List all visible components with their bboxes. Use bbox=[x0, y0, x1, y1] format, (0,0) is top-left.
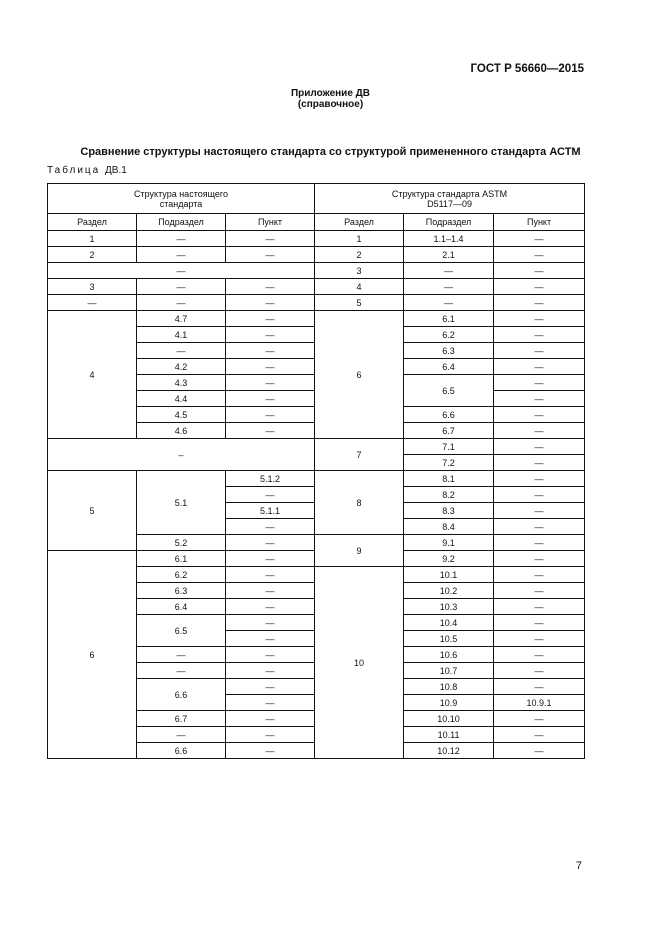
table-cell: — bbox=[226, 391, 315, 407]
table-cell: — bbox=[494, 679, 585, 695]
table-cell: 8.2 bbox=[404, 487, 494, 503]
column-header: Раздел bbox=[48, 214, 137, 231]
table-cell: — bbox=[494, 727, 585, 743]
table-cell: 4.7 bbox=[137, 311, 226, 327]
table-cell: — bbox=[226, 423, 315, 439]
section-cell: 9 bbox=[315, 535, 404, 567]
table-cell: 1.1–1.4 bbox=[404, 231, 494, 247]
table-cell: — bbox=[226, 311, 315, 327]
table-cell: 5.1 bbox=[137, 471, 226, 535]
table-row bbox=[48, 247, 585, 263]
table-cell: — bbox=[48, 295, 137, 311]
table-cell: — bbox=[494, 615, 585, 631]
table-cell: 10.9 bbox=[404, 695, 494, 711]
group-header-right-text: Структура стандарта ASTM D5117—09 bbox=[391, 188, 508, 209]
table-cell: 4.6 bbox=[137, 423, 226, 439]
table-cell: – bbox=[48, 439, 315, 471]
table-cell: — bbox=[137, 663, 226, 679]
table-cell: — bbox=[404, 279, 494, 295]
table-cell: — bbox=[137, 343, 226, 359]
table-cell: — bbox=[226, 519, 315, 535]
table-cell: — bbox=[226, 231, 315, 247]
table-cell: — bbox=[226, 711, 315, 727]
table-cell: 6.2 bbox=[404, 327, 494, 343]
table-cell: 10.6 bbox=[404, 647, 494, 663]
table-cell: 8.1 bbox=[404, 471, 494, 487]
table-cell: 9.2 bbox=[404, 551, 494, 567]
table-cell: 10.2 bbox=[404, 583, 494, 599]
table-cell: — bbox=[226, 679, 315, 695]
table-cell: 8.4 bbox=[404, 519, 494, 535]
section-heading: Сравнение структуры настоящего стандарта со структурой примененного стандарта АСТМ bbox=[80, 146, 581, 158]
table-cell: — bbox=[226, 551, 315, 567]
table-header-row bbox=[48, 214, 585, 231]
section-cell: 6 bbox=[315, 311, 404, 439]
table-cell: — bbox=[404, 295, 494, 311]
table-cell: 6.5 bbox=[404, 375, 494, 407]
table-cell: — bbox=[137, 295, 226, 311]
table-cell: — bbox=[494, 551, 585, 567]
table-cell: — bbox=[494, 423, 585, 439]
table-cell: 8.3 bbox=[404, 503, 494, 519]
table-cell: 4.4 bbox=[137, 391, 226, 407]
table-cell: 5.2 bbox=[137, 535, 226, 551]
table-cell: — bbox=[226, 407, 315, 423]
column-header: Пункт bbox=[226, 214, 315, 231]
table-cell: — bbox=[137, 247, 226, 263]
section-cell: 8 bbox=[315, 471, 404, 535]
table-cell: 4 bbox=[315, 279, 404, 295]
table-cell: — bbox=[494, 631, 585, 647]
table-cell: 6.6 bbox=[404, 407, 494, 423]
column-header: Подраздел bbox=[137, 214, 226, 231]
table-cell: — bbox=[494, 567, 585, 583]
page-number: 7 bbox=[575, 860, 582, 872]
table-cell: — bbox=[226, 327, 315, 343]
table-cell: 10.1 bbox=[404, 567, 494, 583]
section-cell: 6 bbox=[48, 551, 137, 759]
table-cell: 1 bbox=[315, 231, 404, 247]
table-cell: 5.1.1 bbox=[226, 503, 315, 519]
table-cell: 10.8 bbox=[404, 679, 494, 695]
table-cell: 6.4 bbox=[137, 599, 226, 615]
table-cell: 1 bbox=[48, 231, 137, 247]
table-cell: — bbox=[226, 599, 315, 615]
section-cell: 4 bbox=[48, 311, 137, 439]
table-cell: 2 bbox=[48, 247, 137, 263]
table-cell: 4.2 bbox=[137, 359, 226, 375]
table-cell: — bbox=[494, 311, 585, 327]
section-cell: 5 bbox=[48, 471, 137, 551]
group-header-left bbox=[48, 184, 315, 214]
table-cell: — bbox=[494, 343, 585, 359]
table-cell: — bbox=[494, 279, 585, 295]
table-row bbox=[48, 311, 585, 327]
table-cell: — bbox=[137, 727, 226, 743]
table-cell: — bbox=[494, 663, 585, 679]
table-row bbox=[48, 471, 585, 487]
table-label-word: Таблица bbox=[47, 165, 101, 176]
table-cell: 10.10 bbox=[404, 711, 494, 727]
table-cell: — bbox=[226, 487, 315, 503]
table-cell: — bbox=[494, 231, 585, 247]
comparison-table bbox=[47, 183, 585, 759]
table-cell: — bbox=[226, 727, 315, 743]
table-cell: — bbox=[48, 263, 315, 279]
column-header: Пункт bbox=[494, 214, 585, 231]
table-cell: 6.3 bbox=[137, 583, 226, 599]
table-cell: — bbox=[494, 391, 585, 407]
group-header-left-text: Структура настоящего стандарта bbox=[134, 188, 228, 209]
table-cell: 3 bbox=[48, 279, 137, 295]
table-cell: 10.9.1 bbox=[494, 695, 585, 711]
table-cell: 6.7 bbox=[404, 423, 494, 439]
table-header-row bbox=[48, 184, 585, 214]
table-cell: — bbox=[226, 583, 315, 599]
table-cell: 10.12 bbox=[404, 743, 494, 759]
appendix-subtitle: (справочное) bbox=[297, 99, 364, 110]
table-cell: 2.1 bbox=[404, 247, 494, 263]
table-cell: — bbox=[226, 567, 315, 583]
table-cell: — bbox=[137, 647, 226, 663]
table-cell: — bbox=[226, 615, 315, 631]
table-cell: 6.6 bbox=[137, 679, 226, 711]
table-cell: — bbox=[494, 711, 585, 727]
table-cell: 3 bbox=[315, 263, 404, 279]
table-row bbox=[48, 439, 585, 455]
table-cell: — bbox=[226, 295, 315, 311]
table-cell: — bbox=[494, 247, 585, 263]
table-cell: 6.3 bbox=[404, 343, 494, 359]
table-label bbox=[47, 165, 127, 176]
table-cell: — bbox=[494, 455, 585, 471]
section-cell: 10 bbox=[315, 567, 404, 759]
table-cell: — bbox=[226, 631, 315, 647]
standard-number: ГОСТ Р 56660—2015 bbox=[470, 63, 584, 75]
table-cell: 6.6 bbox=[137, 743, 226, 759]
table-cell: — bbox=[226, 359, 315, 375]
table-cell: 6.4 bbox=[404, 359, 494, 375]
table-cell: — bbox=[494, 743, 585, 759]
table-cell: 6.1 bbox=[137, 551, 226, 567]
table-cell: — bbox=[494, 327, 585, 343]
table-cell: 10.7 bbox=[404, 663, 494, 679]
table-cell: — bbox=[494, 375, 585, 391]
table-cell: 9.1 bbox=[404, 535, 494, 551]
table-cell: 4.5 bbox=[137, 407, 226, 423]
table-cell: 5.1.2 bbox=[226, 471, 315, 487]
table-cell: 6.1 bbox=[404, 311, 494, 327]
table-cell: — bbox=[494, 647, 585, 663]
table-cell: 6.5 bbox=[137, 615, 226, 647]
table-cell: 10.5 bbox=[404, 631, 494, 647]
table-cell: — bbox=[494, 295, 585, 311]
column-header: Раздел bbox=[315, 214, 404, 231]
appendix-header bbox=[0, 88, 661, 110]
table-cell: — bbox=[137, 279, 226, 295]
table-cell: — bbox=[226, 375, 315, 391]
table-row bbox=[48, 279, 585, 295]
appendix-title: Приложение ДВ bbox=[290, 88, 371, 99]
table-cell: 7.2 bbox=[404, 455, 494, 471]
table-cell: 6.2 bbox=[137, 567, 226, 583]
table-cell: 4.3 bbox=[137, 375, 226, 391]
table-cell: — bbox=[226, 663, 315, 679]
table-cell: — bbox=[494, 599, 585, 615]
table-cell: 10.3 bbox=[404, 599, 494, 615]
table-row bbox=[48, 295, 585, 311]
table-label-number: ДВ.1 bbox=[105, 165, 127, 176]
table-cell: 10.4 bbox=[404, 615, 494, 631]
section-cell: 7 bbox=[315, 439, 404, 471]
table-cell: — bbox=[494, 519, 585, 535]
table-cell: — bbox=[494, 583, 585, 599]
table-row bbox=[48, 231, 585, 247]
table-cell: — bbox=[494, 535, 585, 551]
table-row bbox=[48, 263, 585, 279]
column-header: Подраздел bbox=[404, 214, 494, 231]
table-cell: — bbox=[404, 263, 494, 279]
table-cell: — bbox=[494, 359, 585, 375]
table-cell: — bbox=[494, 407, 585, 423]
table-cell: — bbox=[226, 535, 315, 551]
table-cell: 2 bbox=[315, 247, 404, 263]
table-cell: — bbox=[226, 647, 315, 663]
table-cell: — bbox=[226, 279, 315, 295]
table-cell: 10.11 bbox=[404, 727, 494, 743]
table-cell: — bbox=[494, 439, 585, 455]
table-cell: — bbox=[137, 231, 226, 247]
table-cell: 6.7 bbox=[137, 711, 226, 727]
group-header-right bbox=[315, 184, 585, 214]
table-cell: 4.1 bbox=[137, 327, 226, 343]
table-cell: — bbox=[494, 471, 585, 487]
table-cell: — bbox=[226, 743, 315, 759]
table-cell: 5 bbox=[315, 295, 404, 311]
table-cell: — bbox=[226, 343, 315, 359]
table-cell: — bbox=[226, 695, 315, 711]
table-cell: 7.1 bbox=[404, 439, 494, 455]
table-cell: — bbox=[494, 503, 585, 519]
table-cell: — bbox=[494, 487, 585, 503]
table-cell: — bbox=[226, 247, 315, 263]
table-cell: — bbox=[494, 263, 585, 279]
